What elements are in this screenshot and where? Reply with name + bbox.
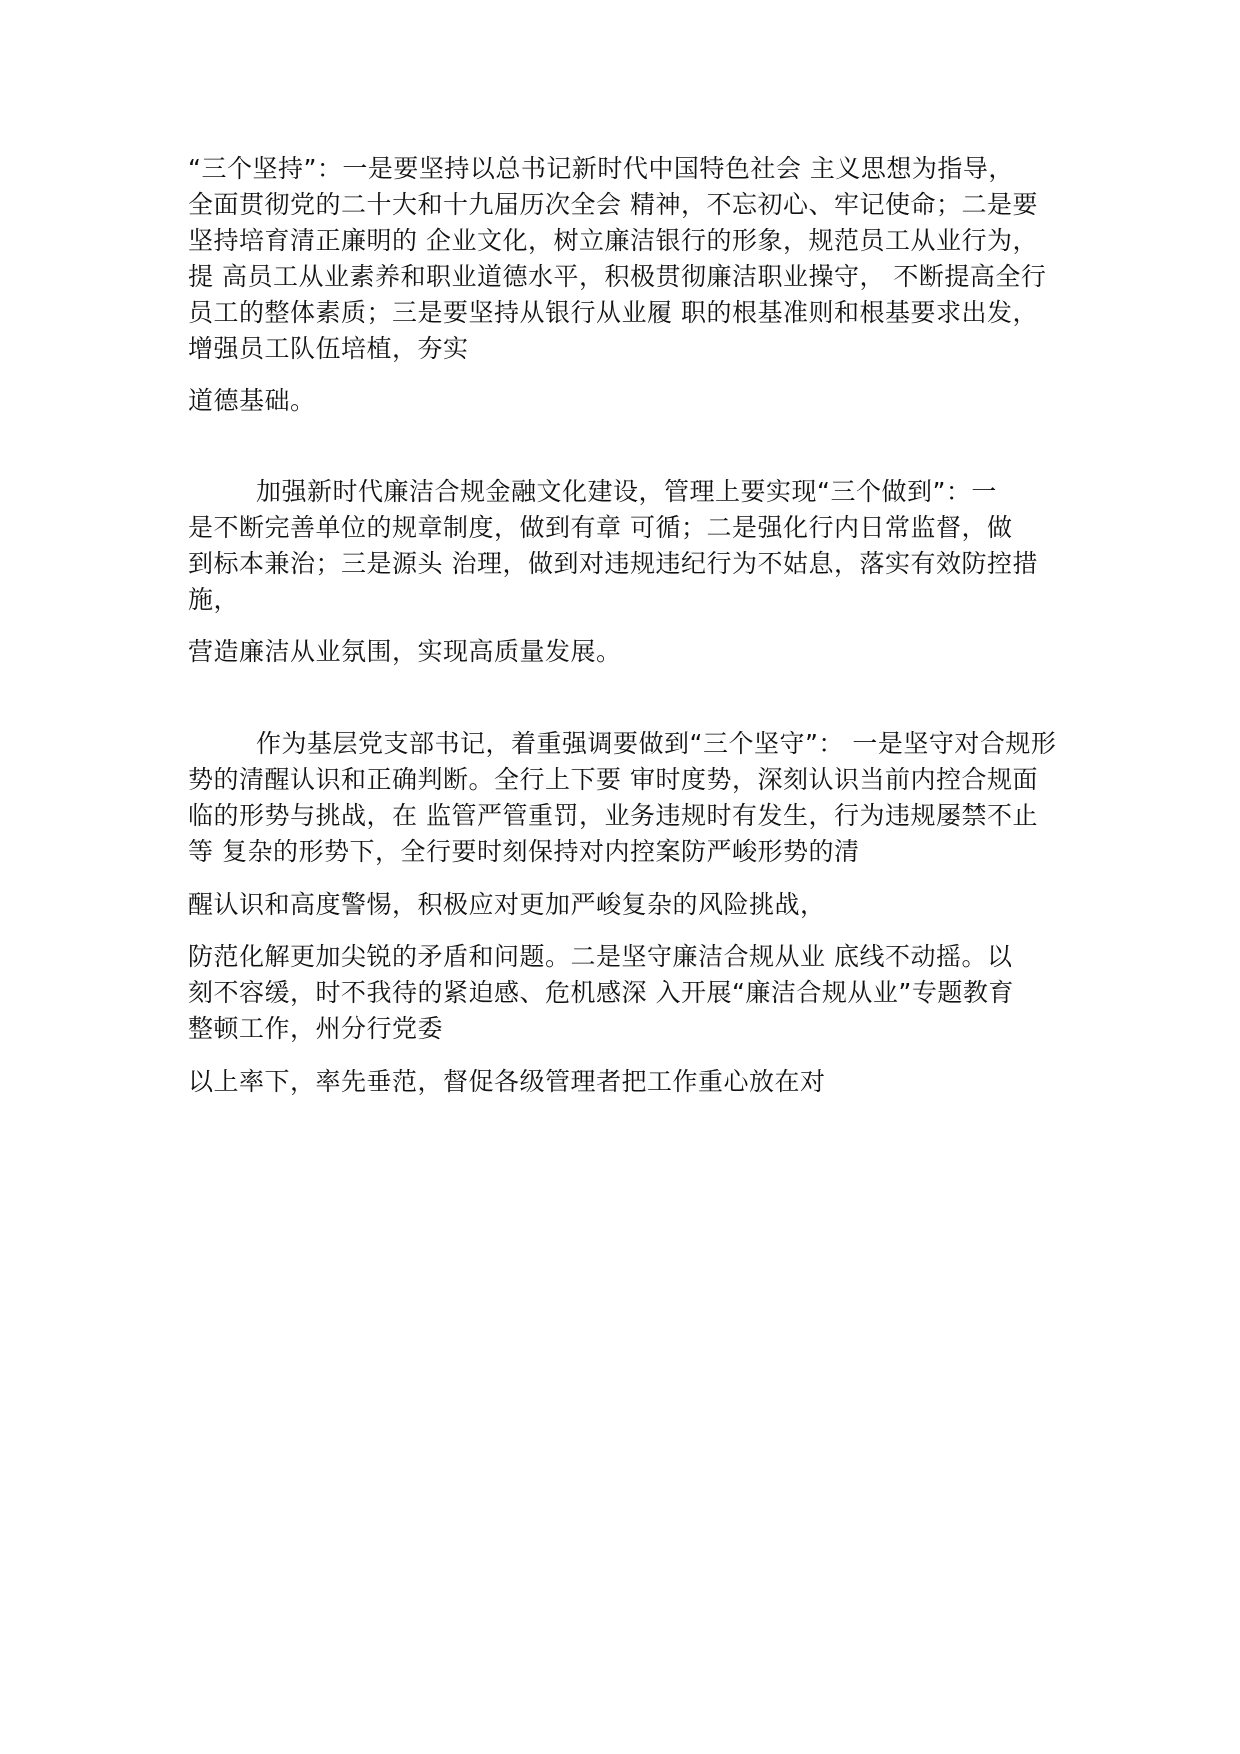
paragraph-1-line-4: 提 高员工从业素养和职业道德水平，积极贯彻廉洁职业操守， 不断提高全行 <box>188 262 1047 291</box>
paragraph-3-line-3: 临的形势与挑战，在 监管严管重罚，业务违规时有发生，行为违规屡禁不止 <box>188 801 1038 830</box>
paragraph-3-line-2: 势的清醒认识和正确判断。全行上下要 审时度势，深刻认识当前内控合规面 <box>188 765 1038 794</box>
paragraph-3-tail: 醒认识和高度警惕，积极应对更加严峻复杂的风险挑战， <box>188 890 826 919</box>
paragraph-1-line-6: 增强员工队伍培植，夯实 <box>188 334 469 363</box>
paragraph-1-line-5: 员工的整体素质；三是要坚持从银行从业履 职的根基准则和根基要求出发， <box>188 298 1038 327</box>
paragraph-3-line-1: 作为基层党支部书记，着重强调要做到“三个坚守”： 一是坚守对合规形 <box>256 729 1057 758</box>
paragraph-1-tail: 道德基础。 <box>188 386 316 415</box>
paragraph-3-last-line: 以上率下，率先垂范，督促各级管理者把工作重心放在对 <box>188 1067 826 1096</box>
paragraph-2-line-2: 是不断完善单位的规章制度，做到有章 可循；二是强化行内日常监督，做 <box>188 513 1013 542</box>
paragraph-1-line-2: 全面贯彻党的二十大和十九届历次全会 精神，不忘初心、牢记使命；二是要 <box>188 190 1038 219</box>
paragraph-2-line-4: 施， <box>188 585 240 614</box>
paragraph-3-continuation-line-2: 刻不容缓，时不我待的紧迫感、危机感深 入开展“廉洁合规从业”专题教育 <box>188 978 1014 1007</box>
paragraph-3-continuation-line-1: 防范化解更加尖锐的矛盾和问题。二是坚守廉洁合规从业 底线不动摇。以 <box>188 942 1013 971</box>
paragraph-3-continuation-line-3: 整顿工作，州分行党委 <box>188 1014 444 1043</box>
paragraph-2-tail: 营造廉洁从业氛围，实现高质量发展。 <box>188 637 622 666</box>
paragraph-1-line-3: 坚持培育清正廉明的 企业文化，树立廉洁银行的形象，规范员工从业行为， <box>188 226 1038 255</box>
paragraph-1-line-1: “三个坚持”：一是要坚持以总书记新时代中国特色社会 主义思想为指导， <box>188 154 1014 183</box>
paragraph-2-line-3: 到标本兼治；三是源头 治理，做到对违规违纪行为不姑息，落实有效防控措 <box>188 549 1038 578</box>
paragraph-2-line-1: 加强新时代廉洁合规金融文化建设，管理上要实现“三个做到”：一 <box>256 477 997 506</box>
paragraph-3-line-4: 等 复杂的形势下，全行要时刻保持对内控案防严峻形势的清 <box>188 837 860 866</box>
